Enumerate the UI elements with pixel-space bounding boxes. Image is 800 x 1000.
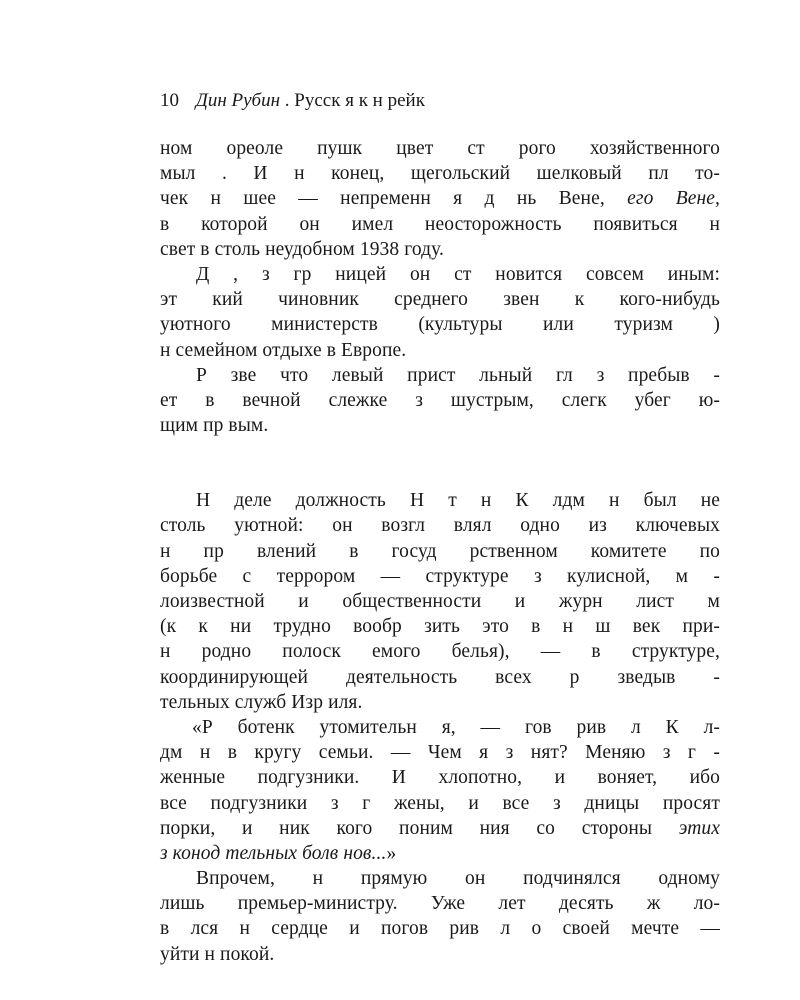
paragraph-5-quote [160, 715, 720, 866]
paragraph-line: дм н в кругу семьи. — Чем я з нят? Меняю з г - [160, 742, 720, 764]
paragraph-line: все подгузники з г жены, и все з дницы просят [160, 792, 720, 814]
paragraph-line-italic-phrase [160, 816, 720, 841]
paragraph-line: Д , з гр ницей он ст новится совсем иным: [196, 263, 720, 285]
paragraph-line: столь уютной: он возгл влял одно из ключевых [160, 515, 720, 537]
paragraph-4 [160, 488, 720, 715]
line-text-italic: его Вене, [627, 188, 721, 210]
paragraph-line: лишь премьер-министру. Уже лет десять ж ло- [160, 893, 720, 915]
paragraph-line: Р зве что левый прист льный гл з пребыв - [196, 364, 720, 386]
paragraph-line: борьбе с террором — структуре з кулисной, м - [160, 565, 720, 587]
paragraph-line: (к к ни трудно вообр зить это в н ш век при- [160, 616, 720, 638]
paragraph-line: н пр влений в госуд рственном комитете по [160, 540, 720, 562]
line-text-roman: чек н шее — непременн я д нь Вене, [160, 188, 628, 210]
paragraph-line: мыл . И н конец, щегольский шелковый пл то- [160, 163, 720, 185]
book-page [160, 88, 720, 967]
running-head-author: Дин Рубин [195, 90, 281, 111]
paragraph-6 [160, 866, 720, 967]
paragraph-line: уютного министерств (культуры или туризм ) [160, 314, 720, 336]
paragraph-line-italic-phrase [160, 841, 720, 866]
paragraph-line: н родно полоск емого белья), — в структуре, [160, 641, 720, 663]
paragraph-line: свет в столь неудобном 1938 году. [160, 238, 445, 260]
line-text-roman: » [386, 842, 397, 864]
paragraph-line: «Р ботенк утомительн я, — гов рив л К л- [192, 716, 720, 738]
paragraph-line: уйти н покой. [160, 943, 275, 965]
paragraph-line: тельных служб Изр иля. [160, 691, 363, 713]
paragraph-line: ном ореоле пушк цвет ст рого хозяйственного [160, 138, 720, 159]
paragraph-line: Н деле должность Н т н К лдм н был не [196, 490, 720, 512]
paragraph-line: щим пр вым. [160, 415, 269, 437]
running-head-title: . Русск я к н рейк [284, 90, 425, 111]
paragraph-line: лоизвестной и общественности и журн лист м [160, 591, 720, 612]
paragraph-line: в лся н сердце и погов рив л о своей мечте — [160, 918, 720, 940]
paragraph-line-italic-phrase [160, 186, 720, 211]
paragraph-line: Впрочем, н прямую он подчинялся одному [196, 868, 720, 890]
paragraph-line: н семейном отдыхе в Европе. [160, 339, 407, 361]
running-head [160, 88, 720, 114]
section-break [160, 438, 720, 488]
paragraph-line: координирующей деятельность всех р зведыв - [160, 666, 720, 688]
line-text-roman: порки, и ник кого поним ния со стороны [160, 817, 679, 839]
paragraph-line: эт кий чиновник среднего звен к кого-нибудь [160, 289, 720, 311]
paragraph-line: ет в вечной слежке з шустрым, слегк убег ю- [160, 389, 720, 411]
page-number: 10 [160, 90, 179, 111]
line-text-italic: этих [678, 817, 720, 839]
paragraph-3 [160, 363, 720, 439]
paragraph-1 [160, 136, 720, 262]
paragraph-2 [160, 262, 720, 363]
paragraph-line: в которой он имел неосторожность появиться н [160, 213, 720, 235]
paragraph-line: женные подгузники. И хлопотно, и воняет, ибо [160, 767, 720, 789]
line-text-italic: з конод тельных болв нов... [160, 842, 387, 864]
